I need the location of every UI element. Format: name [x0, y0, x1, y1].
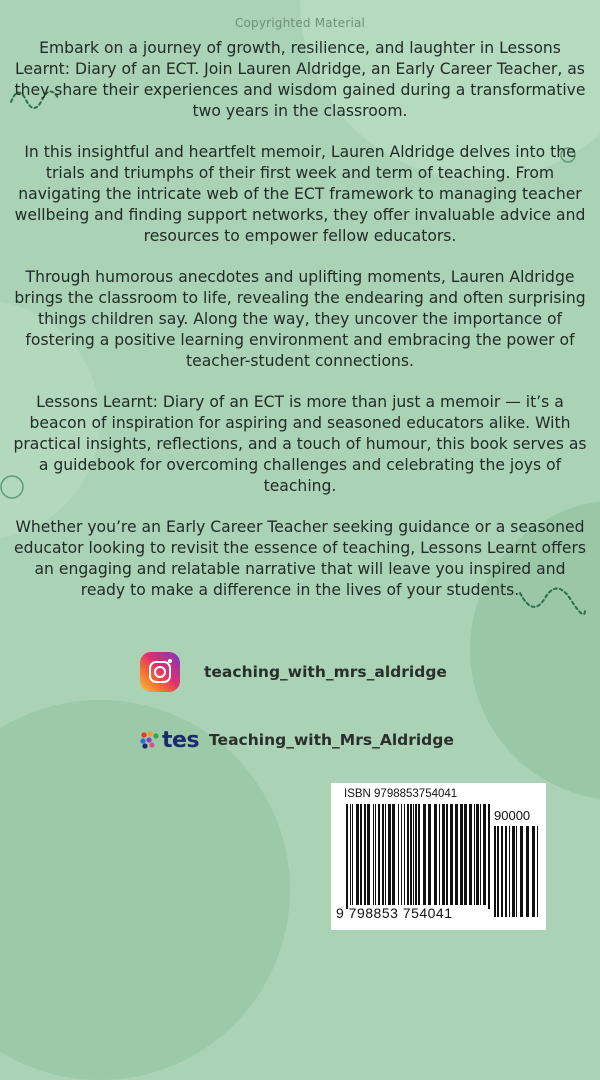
barcode-bar: [483, 804, 486, 905]
barcode-bar: [434, 804, 437, 905]
barcode-bar: [385, 804, 386, 905]
barcode-bar: [346, 804, 348, 909]
barcode-bar: [505, 826, 507, 917]
tes-link[interactable]: [140, 718, 454, 762]
barcode-bar: [401, 804, 402, 905]
barcode-bar: [488, 804, 490, 909]
barcode-bar: [439, 804, 440, 905]
blurb-paragraph: In this insightful and heartfelt memoir, Lauren Aldridge delves into the trials and triumphs of their first week and term of teaching. From navigating the intricate web of the ECT framework to managing teacher wellbeing and finding support networks, they offer invaluable advice and resources to empower fellow educators.: [14, 143, 586, 245]
barcode-bar: [474, 804, 475, 905]
barcode-bar: [350, 804, 351, 905]
copyright-watermark: Copyrighted Material: [234, 16, 366, 30]
barcode-bar: [360, 804, 362, 905]
barcode-bar: [404, 804, 405, 905]
barcode-bar: [407, 804, 409, 905]
back-cover-blurb: [10, 38, 590, 621]
barcode-bar: [423, 804, 426, 905]
barcode-bar: [364, 804, 366, 905]
barcode-bar: [464, 804, 467, 905]
barcode-bar: [367, 804, 370, 905]
barcode-bar: [442, 804, 445, 905]
barcode-bar: [455, 804, 458, 905]
barcode-bar: [516, 826, 517, 917]
barcode-bar: [392, 804, 395, 905]
barcode-bar: [509, 826, 510, 917]
blurb-paragraph: Through humorous anecdotes and uplifting moments, Lauren Aldridge brings the classroom to life, revealing the endearing and often surprising things children say. Along the way, they uncover the importance of fostering a positive learning environment and embracing the power of teacher-student connections.: [14, 268, 586, 370]
isbn-barcode: [331, 783, 546, 930]
blurb-paragraph: Lessons Learnt: Diary of an ECT is more than just a memoir — it’s a beacon of inspiration for aspiring and seasoned educators alike. With practical insights, reflections, and a touch of humour, this book serves as a guidebook for overcoming challenges and celebrating the joys of teaching.: [13, 393, 587, 495]
barcode-bar: [494, 826, 496, 917]
barcode-bar: [415, 804, 417, 905]
barcode-bar: [373, 804, 374, 905]
barcode-bar: [450, 804, 453, 905]
barcode-bar: [356, 804, 359, 905]
barcode-bar: [480, 804, 481, 905]
barcode-bar: [446, 804, 448, 905]
barcode-bar: [418, 804, 420, 905]
isbn-label: ISBN 9798853754041: [344, 788, 458, 800]
barcode-bar: [497, 826, 499, 917]
instagram-link[interactable]: [140, 650, 447, 694]
barcode-bar: [428, 804, 431, 905]
blurb-paragraph: Embark on a journey of growth, resilience, and laughter in Lessons Learnt: Diary of an ECT. Join Lauren Aldridge, an Early Career Teacher, as they share their experiences and wisdom gained during a transformative two years in the classroom.: [14, 39, 586, 120]
barcode-bar: [532, 826, 535, 917]
barcode-bar: [410, 804, 412, 905]
ean-digits: 9 798853 754041: [336, 905, 453, 921]
barcode-bar: [398, 804, 399, 905]
price-code: 90000: [494, 808, 531, 823]
barcode-bar: [512, 826, 515, 917]
tes-handle: Teaching_with_Mrs_Aldridge: [209, 731, 454, 749]
tes-logo: [140, 728, 199, 753]
tes-logo-text: tes: [162, 727, 200, 753]
barcode-bar: [526, 826, 529, 917]
instagram-icon: [140, 652, 180, 692]
barcode-bar: [388, 804, 391, 905]
blurb-paragraph: Whether you’re an Early Career Teacher seeking guidance or a seasoned educator looking to revisit the essence of teaching, Lessons Learnt offers an engaging and relatable narrative that will leave you inspired and ready to make a difference in the lives of your students.: [14, 518, 586, 599]
barcode-bar: [375, 804, 376, 905]
barcode-bar: [382, 804, 384, 905]
barcode-bar: [537, 826, 538, 917]
barcode-bar: [378, 804, 380, 905]
barcode-bar: [460, 804, 463, 905]
barcode-bar: [520, 826, 523, 917]
barcode-bar: [413, 804, 414, 905]
barcode-bar: [476, 804, 479, 905]
barcode-bar: [352, 804, 353, 905]
instagram-handle: teaching_with_mrs_aldridge: [204, 663, 447, 681]
barcode-bar: [469, 804, 472, 905]
barcode-bar: [501, 826, 503, 917]
tes-dots-icon: [140, 731, 160, 749]
